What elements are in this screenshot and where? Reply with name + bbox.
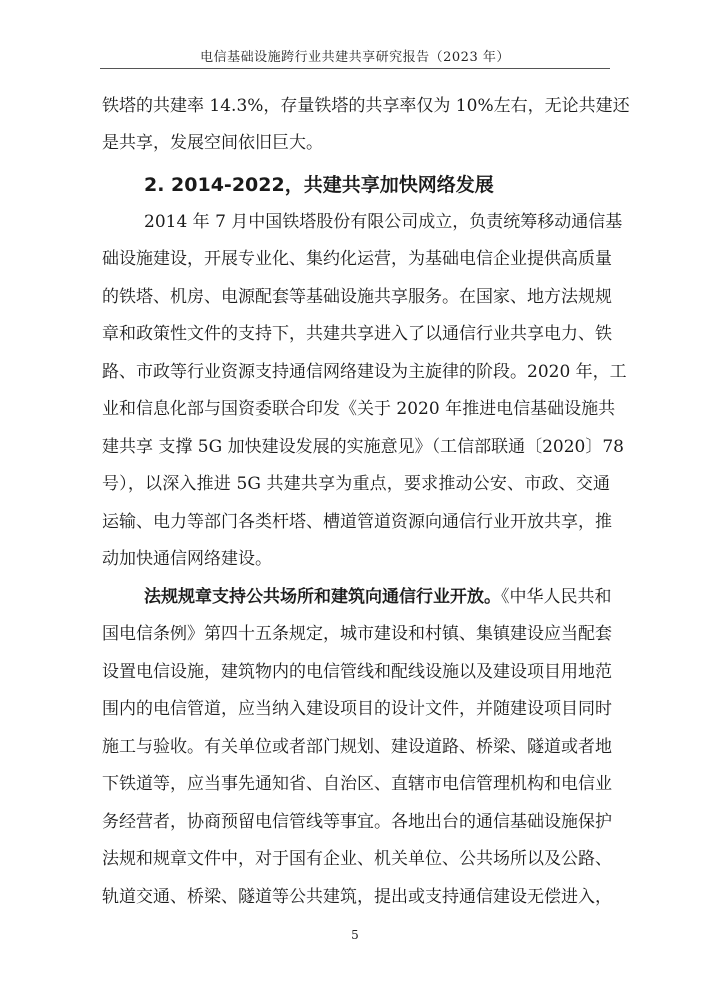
body-line: 路、市政等行业资源支持通信网络建设为主旋律的阶段。2020 年，工	[102, 362, 627, 382]
body-line: 运输、电力等部门各类杆塔、槽道管道资源向通信行业开放共享，推	[102, 512, 612, 532]
body-line: 动加快通信网络建设。	[102, 549, 272, 569]
running-header: 电信基础设施跨行业共建共享研究报告（2023 年）	[200, 50, 510, 65]
bold-lead-sentence: 法规规章支持公共场所和建筑向通信行业开放。	[144, 587, 501, 607]
body-line: 号），以深入推进 5G 共建共享为重点，要求推动公安、市政、交通	[102, 474, 610, 494]
body-line: 轨道交通、桥梁、隧道等公共建筑，提出或支持通信建设无偿进入，	[102, 887, 612, 907]
body-line: 围内的电信管道，应当纳入建设项目的设计文件，并随建设项目同时	[102, 699, 612, 719]
body-line: 建共享 支撑 5G 加快建设发展的实施意见》（工信部联通〔2020〕78	[102, 437, 625, 457]
header-divider	[100, 68, 610, 69]
body-line: 业和信息化部与国资委联合印发《关于 2020 年推进电信基础设施共	[102, 399, 616, 419]
body-line-with-lead	[144, 587, 610, 607]
body-line: 下铁道等，应当事先通知省、自治区、直辖市电信管理机构和电信业	[102, 774, 612, 794]
body-line: 施工与验收。有关单位或者部门规划、建设道路、桥梁、隧道或者地	[102, 737, 612, 757]
body-line: 法规和规章文件中，对于国有企业、机关单位、公共场所以及公路、	[102, 849, 612, 869]
body-line: 铁塔的共建率 14.3%，存量铁塔的共享率仅为 10%左右，无论共建还	[102, 96, 630, 116]
body-line: 础设施建设，开展专业化、集约化运营，为基础电信企业提供高质量	[102, 249, 612, 269]
body-line: 设置电信设施，建筑物内的电信管线和配线设施以及建设项目用地范	[102, 662, 612, 682]
body-line: 是共享，发展空间依旧巨大。	[102, 133, 323, 153]
body-line: 的铁塔、机房、电源配套等基础设施共享服务。在国家、地方法规规	[102, 287, 612, 307]
page-number: 5	[351, 928, 359, 942]
body-line: 章和政策性文件的支持下，共建共享进入了以通信行业共享电力、铁	[102, 324, 612, 344]
body-line: 国电信条例》第四十五条规定，城市建设和村镇、集镇建设应当配套	[102, 624, 612, 644]
section-heading: 2. 2014-2022，共建共享加快网络发展	[144, 174, 494, 196]
body-text: 《中华人民共和	[501, 587, 612, 607]
body-line: 2014 年 7 月中国铁塔股份有限公司成立，负责统筹移动通信基	[144, 212, 623, 232]
body-line: 务经营者，协商预留电信管线等事宜。各地出台的通信基础设施保护	[102, 812, 612, 832]
